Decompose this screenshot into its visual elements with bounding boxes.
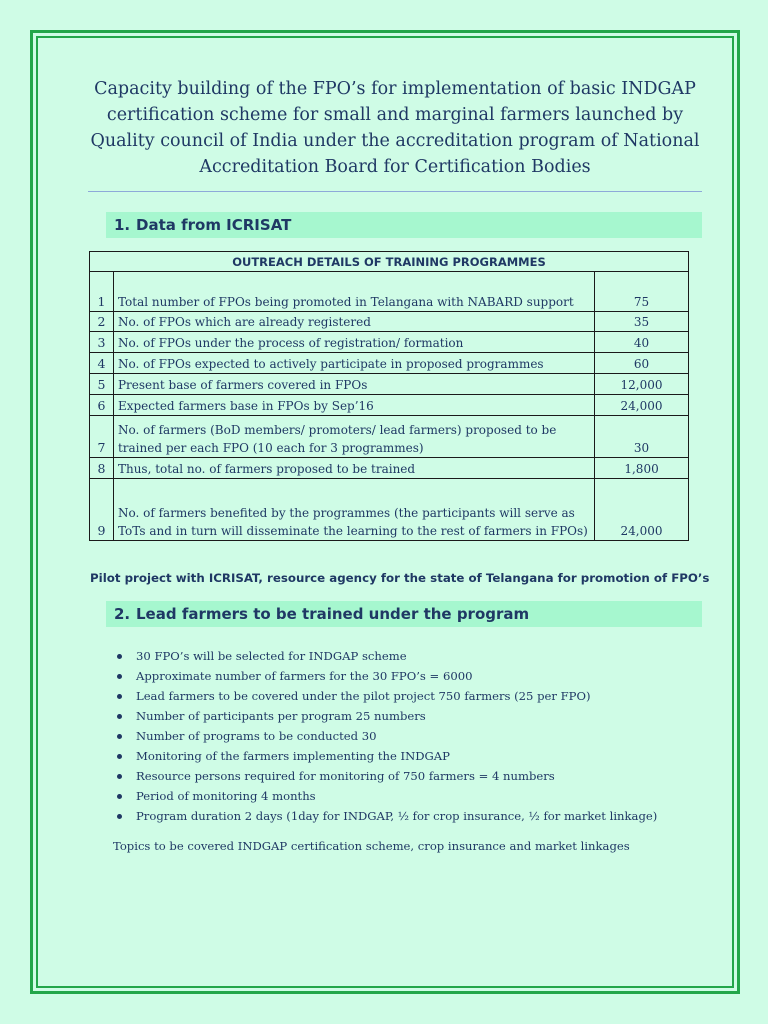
section-1-title: Data from ICRISAT	[136, 216, 292, 234]
list-item	[114, 746, 714, 766]
table-row	[90, 416, 689, 458]
row-index: 5	[90, 374, 114, 395]
list-item	[114, 646, 714, 666]
table-row	[90, 479, 689, 541]
section-1-number: 1.	[114, 216, 131, 234]
table-row	[90, 353, 689, 374]
list-item-text: 30 FPO’s will be selected for INDGAP scheme	[136, 649, 407, 663]
outreach-table	[89, 251, 689, 541]
row-index: 7	[90, 416, 114, 458]
row-value: 30	[595, 416, 689, 458]
section-2-title: Lead farmers to be trained under the program	[136, 605, 530, 623]
list-item	[114, 786, 714, 806]
list-item-text: Approximate number of farmers for the 30 FPO’s = 6000	[136, 669, 473, 683]
row-value: 40	[595, 332, 689, 353]
bullet-icon	[117, 774, 122, 779]
table-row	[90, 395, 689, 416]
document-title: Capacity building of the FPO’s for implementation of basic INDGAP certification scheme for small and marginal farmers launched by Quality council of India under the accreditation program of National Accreditation Board for Certification Bodies	[90, 79, 700, 177]
row-description: Expected farmers base in FPOs by Sep’16	[113, 395, 594, 416]
row-value: 60	[595, 353, 689, 374]
list-item	[114, 726, 714, 746]
row-description: No. of FPOs expected to actively participate in proposed programmes	[113, 353, 594, 374]
title-divider	[88, 191, 702, 192]
row-description: Thus, total no. of farmers proposed to be trained	[113, 458, 594, 479]
bullet-icon	[117, 814, 122, 819]
row-value: 75	[595, 272, 689, 312]
table-row	[90, 374, 689, 395]
row-value: 1,800	[595, 458, 689, 479]
row-value: 35	[595, 312, 689, 332]
table-row	[90, 272, 689, 312]
list-item-text: Program duration 2 days (1day for INDGAP, ½ for crop insurance, ½ for market linkage)	[136, 809, 658, 823]
row-description: No. of FPOs which are already registered	[113, 312, 594, 332]
lead-farmers-list	[114, 646, 714, 826]
row-description: No. of farmers benefited by the programmes (the participants will serve as ToTs and in turn will disseminate the learning to the rest of farmers in FPOs)	[113, 479, 594, 541]
row-description: No. of farmers (BoD members/ promoters/ lead farmers) proposed to be trained per each FPO (10 each for 3 programmes)	[113, 416, 594, 458]
row-description: No. of FPOs under the process of registration/ formation	[113, 332, 594, 353]
row-value: 24,000	[595, 479, 689, 541]
list-item	[114, 806, 714, 826]
bullet-icon	[117, 794, 122, 799]
bullet-icon	[117, 734, 122, 739]
bullet-icon	[117, 754, 122, 759]
section-2-heading	[106, 601, 702, 627]
table-row	[90, 458, 689, 479]
row-description: Total number of FPOs being promoted in Telangana with NABARD support	[113, 272, 594, 312]
list-item	[114, 686, 714, 706]
list-item-text: Resource persons required for monitoring of 750 farmers = 4 numbers	[136, 769, 555, 783]
bullet-icon	[117, 694, 122, 699]
list-item	[114, 706, 714, 726]
list-item-text: Monitoring of the farmers implementing the INDGAP	[136, 749, 450, 763]
row-index: 1	[90, 272, 114, 312]
list-item-text: Lead farmers to be covered under the pilot project 750 farmers (25 per FPO)	[136, 689, 591, 703]
table-header-row	[90, 252, 689, 272]
table-header: OUTREACH DETAILS OF TRAINING PROGRAMMES	[90, 252, 689, 272]
section-2-number: 2.	[114, 605, 131, 623]
row-index: 9	[90, 479, 114, 541]
row-index: 3	[90, 332, 114, 353]
section-1-heading	[106, 212, 702, 238]
topics-note: Topics to be covered INDGAP certification scheme, crop insurance and market linkages	[113, 839, 630, 853]
row-index: 4	[90, 353, 114, 374]
row-value: 12,000	[595, 374, 689, 395]
bullet-icon	[117, 654, 122, 659]
row-value: 24,000	[595, 395, 689, 416]
bullet-icon	[117, 714, 122, 719]
list-item-text: Number of programs to be conducted 30	[136, 729, 377, 743]
bullet-icon	[117, 674, 122, 679]
list-item-text: Period of monitoring 4 months	[136, 789, 316, 803]
row-index: 6	[90, 395, 114, 416]
table-row	[90, 312, 689, 332]
row-description: Present base of farmers covered in FPOs	[113, 374, 594, 395]
list-item-text: Number of participants per program 25 numbers	[136, 709, 426, 723]
list-item	[114, 766, 714, 786]
row-index: 8	[90, 458, 114, 479]
list-item	[114, 666, 714, 686]
pilot-project-note: Pilot project with ICRISAT, resource agency for the state of Telangana for promotion of FPO’s	[90, 571, 710, 585]
table-row	[90, 332, 689, 353]
row-index: 2	[90, 312, 114, 332]
